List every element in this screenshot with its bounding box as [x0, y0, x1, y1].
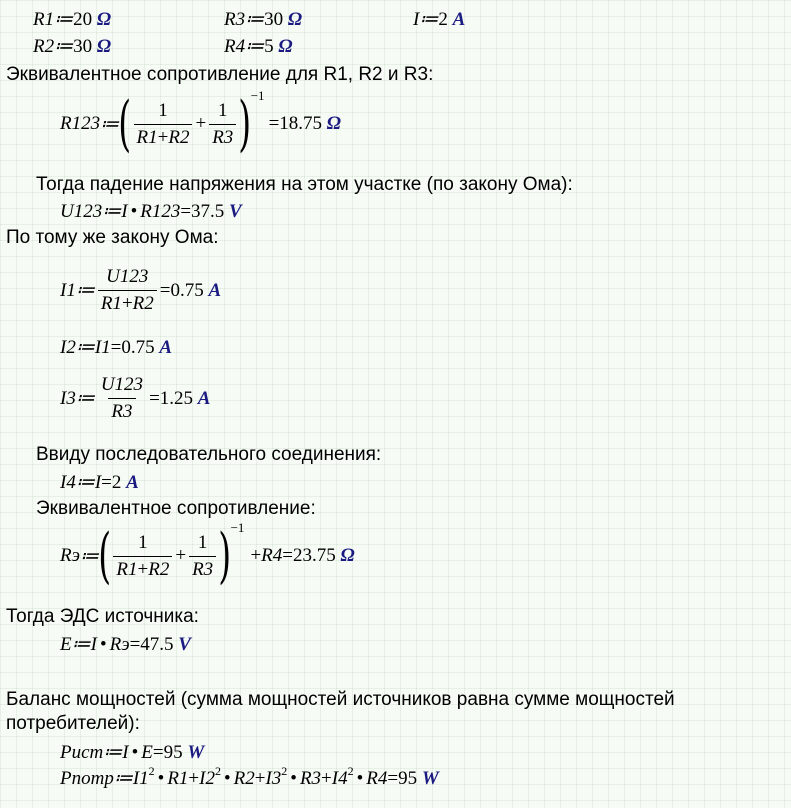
formula-re[interactable]: Rэ ≔ ( $\frac{1}{R1+R2}$ + $\frac{1}{R3}$ ) −1 + R4 = 23.75 Ω	[60, 520, 355, 591]
text-power-balance[interactable]	[6, 688, 675, 736]
var-i[interactable]: I≔2 A	[413, 9, 466, 30]
text-ohm-law[interactable]: По тому же закону Ома:	[6, 227, 219, 248]
formula-r123[interactable]: R123 ≔ ( $\frac{1}{R1+R2}$ + $\frac{1}{R3}$ ) −1 = 18.75 Ω	[60, 88, 341, 159]
formula-i3[interactable]: I3 ≔ $\frac{U123}{R3}$ = 1.25 A	[60, 374, 211, 422]
formula-u123[interactable]: U123≔I • R123=37.5 V	[60, 201, 242, 222]
var-r4[interactable]: R4≔5 Ω	[224, 36, 293, 57]
formula-i2[interactable]: I2≔I1=0.75 A	[60, 337, 173, 358]
text-equivalent-resistance[interactable]: Эквивалентное сопротивление:	[36, 498, 316, 519]
var-r2[interactable]: R2≔30 Ω	[33, 36, 112, 57]
formula-i1[interactable]: I1 ≔ $\frac{U123}{R1+R2}$ = 0.75 A	[60, 266, 222, 314]
var-r3[interactable]: R3≔30 Ω	[224, 9, 303, 30]
text-power-balance-line1: Баланс мощностей (сумма мощностей источников равна сумме мощностей	[6, 689, 675, 710]
formula-i4[interactable]: I4≔I=2 A	[60, 472, 139, 493]
var-r1[interactable]: R1≔20 Ω	[33, 9, 112, 30]
formula-ppotr[interactable]: $Pпотр≔I1^2$ • $R1+I2^2$ • $R2+I3^2$ • $R3+I4^2$ • R4=95 W	[60, 764, 439, 789]
text-voltage-drop[interactable]: Тогда падение напряжения на этом участке (по закону Ома):	[36, 174, 573, 195]
text-emf[interactable]: Тогда ЭДС источника:	[6, 606, 199, 627]
text-series-connection[interactable]: Ввиду последовательного соединения:	[36, 444, 382, 465]
formula-pist[interactable]: Pист≔I • E=95 W	[60, 742, 205, 763]
formula-e[interactable]: E≔I • Rэ=47.5 V	[60, 634, 191, 655]
text-power-balance-line2: потребителей):	[6, 713, 140, 734]
text-equivalent-r123[interactable]: Эквивалентное сопротивление для R1, R2 и R3:	[6, 64, 434, 85]
